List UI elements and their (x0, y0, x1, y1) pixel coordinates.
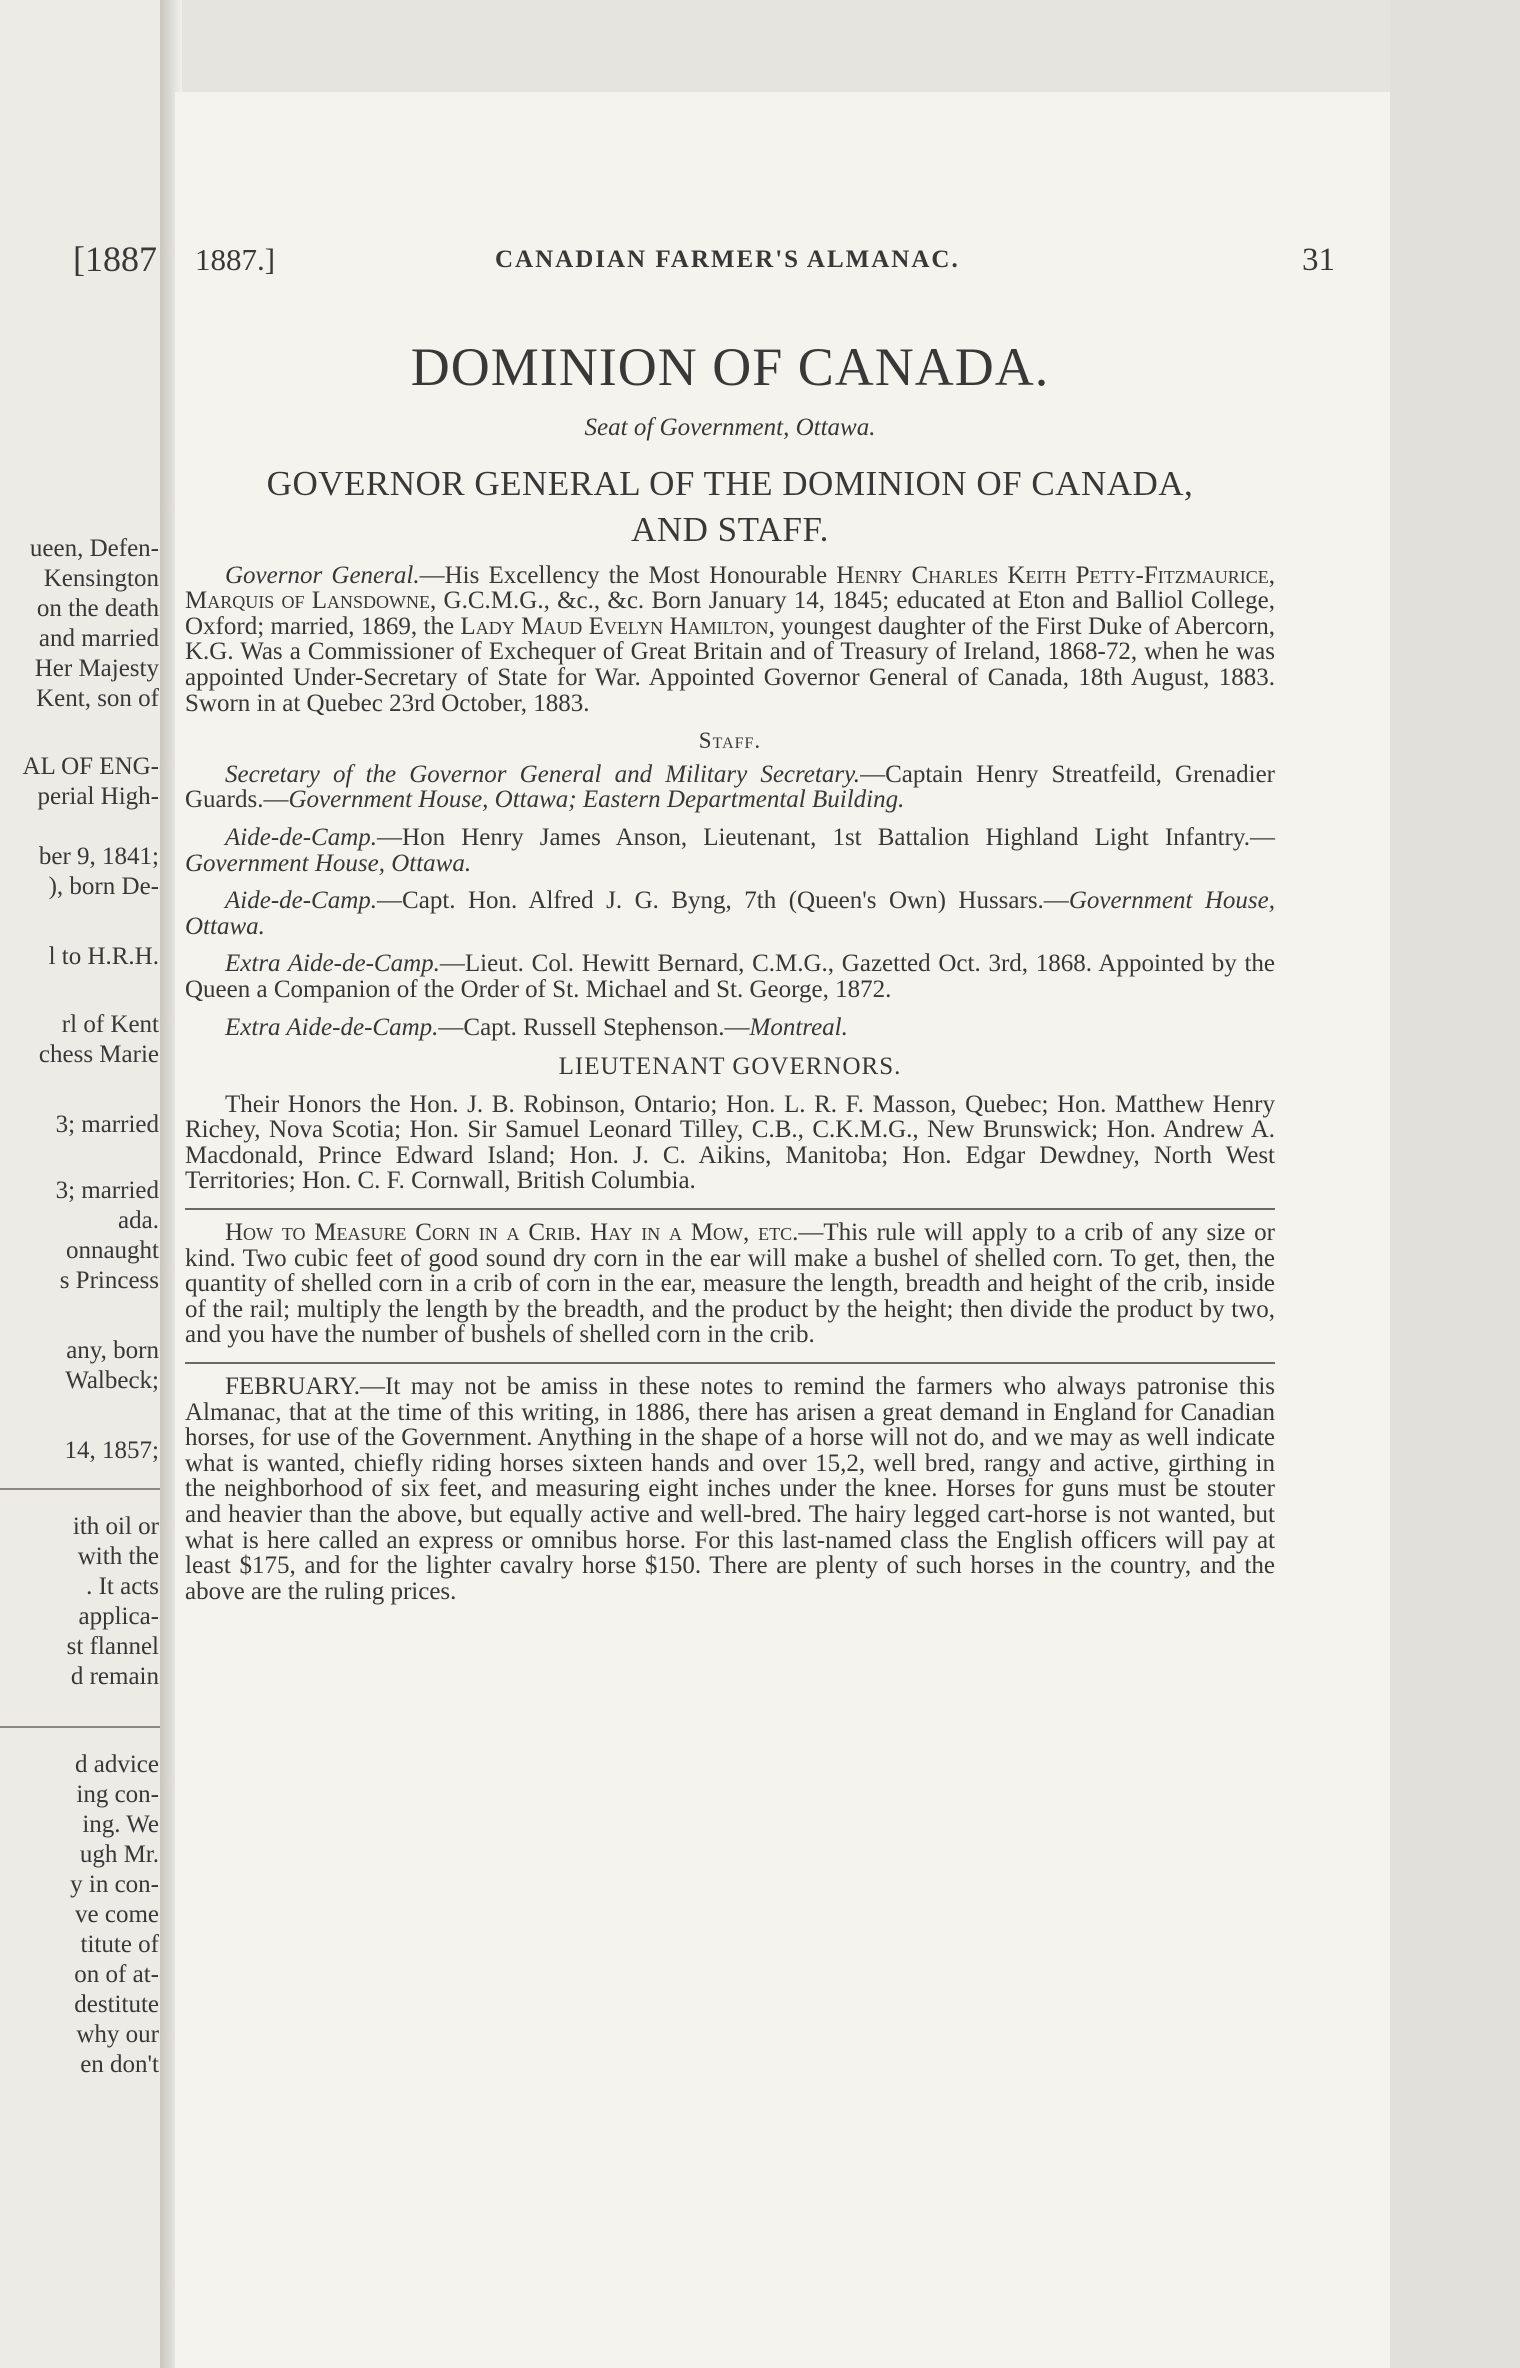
previous-page-line: titute of (80, 1931, 159, 1958)
governor-general-heading-line-1: GOVERNOR GENERAL OF THE DOMINION OF CANADA, (266, 463, 1194, 503)
seat-of-government: Seat of Government, Ottawa. (584, 414, 876, 441)
february-text: —It may not be amiss in these notes to remind the farmers who always patronise this Almanac, that at the time of this writing, in 1886, there has arisen a great demand in England for Canadian horses, for use of the Government. Anything in the shape of a horse will not do, and we may as well indicate what is wanted, chiefly riding horses sixteen hands and over 15,2, well bred, rangy and active, girthing in the neighborhood of six feet, and measuring eight inches under the knee. Horses for guns must be stouter and heavier than the above, but equally active and well-bred. The hairy legged cart-horse is not wanted, but what is here called an express or omnibus horse. For this last-named class the English officers will pay at least $175, and for the lighter cavalry horse $150. There are plenty of such horses in the country, and the above are the ruling prices. (185, 1373, 1275, 1605)
previous-page-line: ugh Mr. (79, 1841, 159, 1868)
previous-page-line: 3; married (55, 1177, 159, 1204)
page-edge-background (1390, 0, 1520, 2368)
governor-text-1: —His Excellency the Most Honourable (419, 561, 837, 589)
previous-page-header: [1887 (73, 239, 157, 279)
staff-place: Government House, Ottawa; Eastern Departmental Building. (288, 786, 905, 814)
staff-role: Aide-de-Camp. (225, 823, 378, 851)
previous-page-line: Kent, son of (36, 685, 159, 712)
corn-measure-paragraph (185, 1220, 1275, 1348)
running-head-title: CANADIAN FARMER'S ALMANAC. (495, 246, 960, 273)
staff-text: —Lieut. Col. Hewitt Bernard, C.M.G., Gazetted Oct. 3rd, 1868. Appointed by the Queen a Companion of the Order of St. Michael and St. George, 1872. (185, 950, 1275, 1003)
staff-role: Secretary of the Governor General and Military Secretary. (225, 760, 861, 788)
previous-page-line: ueen, Defen- (29, 535, 159, 562)
governor-general-heading (185, 461, 1275, 553)
staff-entry (185, 951, 1275, 1002)
page-number: 31 (1302, 242, 1335, 278)
section-divider (185, 1362, 1275, 1364)
previous-page-line: s Princess (59, 1267, 159, 1294)
previous-page-line: ve come (75, 1901, 159, 1928)
staff-place: Montreal. (749, 1013, 848, 1041)
previous-page-line: onnaught (65, 1237, 159, 1264)
staff-place: Government House, Ottawa. (185, 849, 472, 877)
previous-page-line: with the (77, 1543, 159, 1570)
staff-text: —Capt. Russell Stephenson.— (438, 1013, 750, 1041)
staff-text: —Capt. Hon. Alfred J. G. Byng, 7th (Queen's Own) Hussars.— (377, 887, 1069, 915)
previous-page-line: on the death (36, 595, 159, 622)
governor-label: Governor General. (225, 561, 420, 589)
running-head (195, 242, 1335, 282)
february-paragraph (185, 1374, 1275, 1604)
staff-entry (185, 825, 1275, 876)
previous-page-line: st flannel (66, 1633, 159, 1660)
previous-page-line: chess Marie (38, 1041, 159, 1068)
governor-general-heading-line-2: AND STAFF. (631, 509, 829, 549)
page-body (185, 337, 1275, 1604)
previous-page-line: perial High- (37, 783, 159, 810)
previous-page-line: and married (38, 625, 159, 652)
staff-place: Government House, Ottawa. (185, 887, 1275, 940)
page-title: DOMINION OF CANADA. (410, 337, 1050, 397)
previous-page-line: d remain (70, 1663, 159, 1690)
governor-name: Henry Charles Keith Petty-Fitzmaurice, Marquis of Lansdowne (185, 561, 1275, 615)
previous-page-line: why our (76, 2021, 159, 2048)
previous-page-line: AL OF ENG- (22, 753, 159, 780)
staff-entry (185, 1015, 1275, 1041)
previous-page-line: y in con- (70, 1871, 159, 1898)
previous-page-rule (0, 1726, 160, 1728)
previous-page-line: any, born (66, 1337, 159, 1364)
corn-measure-heading: How to Measure Corn in a Crib. Hay in a Mow, etc. (225, 1219, 799, 1247)
staff-entry (185, 888, 1275, 939)
previous-page-line: ing con- (76, 1781, 159, 1808)
previous-page-line: 14, 1857; (64, 1437, 159, 1464)
previous-page-line: ), born De- (48, 873, 159, 900)
staff-role: Aide-de-Camp. (225, 887, 378, 915)
staff-text: —Captain Henry Streatfeild, Grenadier Guards.— (185, 760, 1276, 814)
previous-page-line: ada. (118, 1207, 159, 1234)
previous-page-line: Walbeck; (65, 1367, 159, 1394)
previous-page-line: d advice (75, 1751, 159, 1778)
previous-page-line: on of at- (74, 1961, 159, 1988)
previous-page-line: ing. We (82, 1811, 159, 1838)
lieutenant-governors-paragraph: Their Honors the Hon. J. B. Robinson, Ontario; Hon. L. R. F. Masson, Quebec; Hon. Matthew Henry Richey, Nova Scotia; Hon. Sir Samuel Leonard Tilley, C.B., C.K.M.G., New Brunswick; Hon. Andrew A. Macdonald, Prince Edward Island; Hon. J. C. Aikins, Manitoba; Hon. Edgar Dewdney, North West Territories; Hon. C. F. Cornwall, British Columbia. (185, 1090, 1275, 1195)
governor-text-2: , G.C.M.G., &c., &c. Born January 14, 1845; educated at Eton and Balliol College, Oxford; married, 1869, the (185, 587, 1275, 640)
previous-page-line: l to H.R.H. (48, 943, 159, 970)
almanac-page (175, 92, 1390, 2368)
staff-entry (185, 762, 1275, 813)
corn-measure-text: —This rule will apply to a crib of any size or kind. Two cubic feet of good sound dry corn in the ear will make a bushel of shelled corn. To get, then, the quantity of shelled corn in a crib of corn in the ear, measure the length, breadth and height of the crib, inside of the rail; multiply the length by the breadth, and the product by the height; then divide the product by two, and you have the number of bushels of shelled corn in the crib. (185, 1219, 1275, 1349)
staff-role: Extra Aide-de-Camp. (225, 950, 440, 978)
previous-page-line: 3; married (55, 1111, 159, 1138)
previous-page-line: destitute (74, 1991, 159, 2018)
previous-page-line: . It acts (86, 1573, 159, 1600)
previous-page-line: rl of Kent (61, 1011, 159, 1038)
previous-page-line: ber 9, 1841; (38, 843, 159, 870)
staff-heading: Staff. (698, 728, 762, 754)
lieutenant-governors-heading: LIEUTENANT GOVERNORS. (558, 1053, 902, 1081)
previous-page-line: applica- (78, 1603, 159, 1630)
staff-text: —Hon Henry James Anson, Lieutenant, 1st Battalion Highland Light Infantry.— (377, 823, 1275, 851)
governor-wife-name: Lady Maud Evelyn Hamilton (460, 612, 769, 640)
previous-page-line: Her Majesty (34, 655, 159, 682)
previous-page-rule (0, 1488, 160, 1490)
previous-page-line: ith oil or (72, 1513, 159, 1540)
previous-page-line: Kensington (43, 565, 159, 592)
section-divider (185, 1208, 1275, 1210)
february-heading: FEBRUARY. (225, 1373, 361, 1401)
previous-page-line: en don't (80, 2051, 159, 2078)
previous-page-fragment (0, 0, 165, 2368)
staff-role: Extra Aide-de-Camp. (225, 1013, 439, 1041)
governor-general-paragraph (185, 563, 1275, 717)
running-head-year: 1887.] (195, 242, 276, 277)
governor-text-3: , youngest daughter of the First Duke of Abercorn, K.G. Was a Commissioner of Exchequer of Great Britain and of Treasury of Ireland, 1868-72, when he was appointed Under-Secretary of State for War. Appointed Governor General of Canada, 18th August, 1883. Sworn in at Quebec 23rd October, 1883. (185, 612, 1275, 717)
